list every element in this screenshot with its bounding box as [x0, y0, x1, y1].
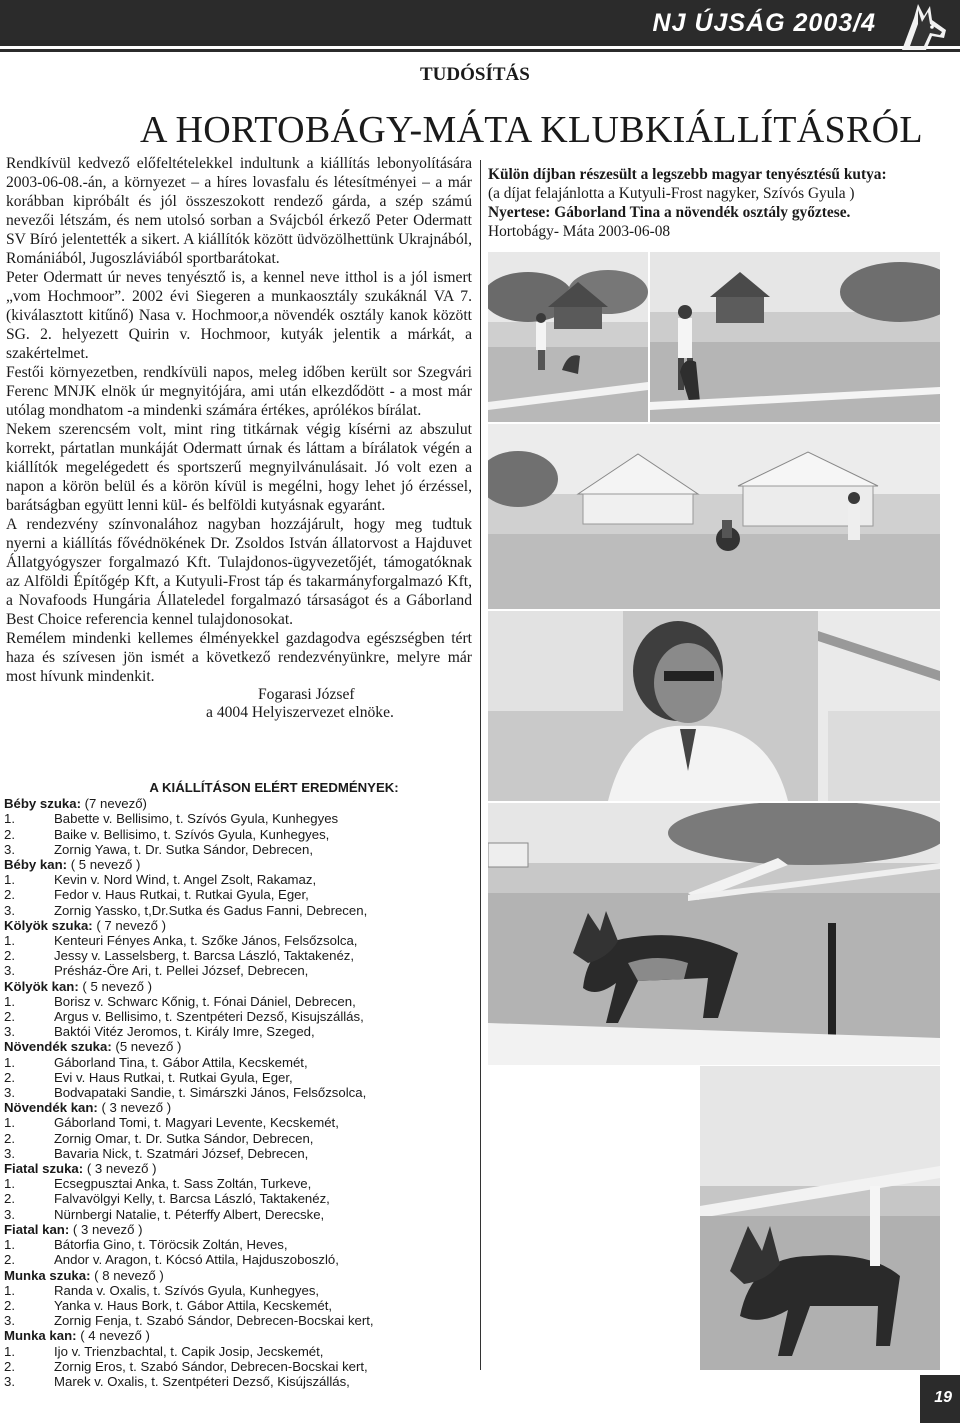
result-entry [4, 1252, 474, 1267]
photo-show-tents [488, 424, 940, 609]
result-entry [4, 827, 474, 842]
entry-rank: 1. [4, 1237, 15, 1253]
section-label: TUDÓSÍTÁS [420, 64, 530, 85]
header-stripe [0, 46, 960, 49]
category-count: ( 3 nevező ) [86, 1161, 157, 1177]
caption-line: Nyertese: Gáborland Tina a növendék osztály győztese. [488, 204, 851, 221]
category-count: (7 nevező) [84, 796, 147, 812]
entry-text: Gáborland Tina, t. Gábor Attila, Kecskemét, [54, 1054, 308, 1070]
result-category [4, 857, 474, 872]
entry-rank: 1. [4, 1343, 15, 1359]
entry-text: Yanka v. Haus Bork, t. Gábor Attila, Kecskemét, [54, 1297, 333, 1313]
category-count: (5 nevező ) [115, 1039, 182, 1055]
photo-caption [488, 165, 928, 241]
entry-text: Borisz v. Schwarc Kőnig, t. Fónai Dániel, Debrecen, [54, 993, 356, 1009]
result-entry [4, 1283, 474, 1298]
category-name: Kölyök szuka: [4, 917, 93, 933]
photo-dog-second [700, 1066, 940, 1370]
result-category [4, 918, 474, 933]
entry-text: Randa v. Oxalis, t. Szívós Gyula, Kunhegyes, [54, 1282, 320, 1298]
result-category [4, 979, 474, 994]
entry-rank: 1. [4, 1115, 15, 1131]
result-entry [4, 1085, 474, 1100]
entry-rank: 2. [4, 948, 15, 964]
entry-rank: 3. [4, 1373, 15, 1389]
paragraph: Nekem szerencsém volt, mint ring titkárnak végig kísérni az abszulut korrekt, pártatlan munkáját Odermatt úrnak és láttam a bírálatok végén a kiállítók megelégedett és sportszerű megnyilvánulásait. Jó volt ezen a napon a körön belül és a körön kívül is megélni, hogy lehet jó érzéssel, barátságban együtt lenni kül- és belföldi kutyásnak egyaránt. [6, 421, 472, 514]
result-entry [4, 1024, 474, 1039]
entry-text: Evi v. Haus Rutkai, t. Rutkai Gyula, Eger, [54, 1069, 293, 1085]
entry-rank: 3. [4, 1024, 15, 1040]
entry-rank: 2. [4, 1191, 15, 1207]
entry-rank: 3. [4, 1085, 15, 1101]
entry-text: Baike v. Bellisimo, t. Szívós Gyula, Kunhegyes, [54, 826, 330, 842]
entry-rank: 3. [4, 1206, 15, 1222]
dog-head-logo-icon [892, 0, 952, 52]
category-name: Növendék kan: [4, 1100, 98, 1116]
result-entry [4, 1131, 474, 1146]
paragraph: A rendezvény színvonalához nagyban hozzájárult, hogy meg tudtuk nyerni a kiállítás fővédnökének Dr. Zsoldos István állatorvost a Hajduvet Állatgyógyszer forgalmazó Kft. Tulajdonos-ügyvezetőjét, támogatóknak az Alföldi Építőgép Kft, a Kutyuli-Frost táp és takarmányforgalmazó Kft, a Novafoods Hungária Állateledel forgalmazó társaságot és a Gáborland Best Choice referencia kennel tulajdonosokat. [6, 516, 472, 628]
result-category [4, 1100, 474, 1115]
caption-line: Külön díjban részesült a legszebb magyar tenyésztésű kutya: [488, 166, 887, 183]
entry-text: Zornig Fenja, t. Szabó Sándor, Debrecen-Bocskai kert, [54, 1313, 374, 1329]
category-count: ( 3 nevező ) [72, 1221, 143, 1237]
entry-text: Bavaria Nick, t. Szatmári József, Debrecen, [54, 1145, 309, 1161]
result-category [4, 1268, 474, 1283]
photo-ring-handlers-2 [650, 252, 940, 422]
result-entry [4, 1207, 474, 1222]
category-name: Fiatal kan: [4, 1221, 70, 1237]
entry-text: Zornig Yassko, t,Dr.Sutka és Gadus Fanni, Debrecen, [54, 902, 368, 918]
entry-text: Babette v. Bellisimo, t. Szívós Gyula, Kunhegyes [54, 811, 339, 827]
result-entry [4, 1146, 474, 1161]
entry-text: Falvavölgyi Kelly, t. Barcsa László, Taktakenéz, [54, 1191, 330, 1207]
result-entry [4, 842, 474, 857]
entry-rank: 2. [4, 1130, 15, 1146]
category-name: Béby kan: [4, 857, 68, 873]
entry-text: Zornig Omar, t. Dr. Sutka Sándor, Debrecen, [54, 1130, 314, 1146]
paragraph: Peter Odermatt úr neves tenyésztő is, a kennel neve itthol is a jól ismert „vom Hochmoor”. 2002 évi Siegeren a munkaosztály szukáknál VA 7. (kiválasztott kitűnő) Nasa v. Hochmoor,a növendék osztály kanok között SG. 2. helyezett Quirin v. Hochmoor, kutyák jelentik a márkát, a szakértelmet. [6, 269, 472, 362]
entry-text: Fedor v. Haus Rutkai, t. Rutkai Gyula, Eger, [54, 887, 309, 903]
result-category [4, 1328, 474, 1343]
result-category [4, 796, 474, 811]
signature-role: a 4004 Helyiszervezet elnöke. [206, 704, 394, 721]
entry-text: Ecsegpusztai Anka, t. Sass Zoltán, Turkeve, [54, 1176, 312, 1192]
article-title: A HORTOBÁGY-MÁTA KLUBKIÁLLÍTÁSRÓL [140, 109, 923, 151]
result-entry [4, 811, 474, 826]
category-name: Kölyök kan: [4, 978, 79, 994]
result-entry [4, 1176, 474, 1191]
entry-text: Zornig Eros, t. Szabó Sándor, Debrecen-Bocskai kert, [54, 1358, 368, 1374]
result-entry [4, 1237, 474, 1252]
category-count: ( 5 nevező ) [70, 857, 141, 873]
result-entry [4, 903, 474, 918]
entry-text: Nürnbergi Natalie, t. Péterffy Albert, Derecske, [54, 1206, 325, 1222]
entry-rank: 3. [4, 902, 15, 918]
paragraph: Festői környezetben, rendkívüli napos, meleg időben került sor Szegvári Ferenc MNJK elnök úr megnyitójára, ami után elkezdődött - a most már utólag mondhatom -a mindenki számára értékes, aprólékos bírálat. [6, 364, 472, 419]
result-entry [4, 1115, 474, 1130]
entry-text: Marek v. Oxalis, t. Szentpéteri Dezső, Kisújszállás, [54, 1373, 350, 1389]
photo-judge-portrait [488, 611, 940, 801]
category-name: Munka szuka: [4, 1267, 91, 1283]
entry-rank: 3. [4, 963, 15, 979]
entry-rank: 1. [4, 1054, 15, 1070]
result-category [4, 1161, 474, 1176]
result-entry [4, 1359, 474, 1374]
category-count: ( 8 nevező ) [94, 1267, 164, 1283]
category-count: ( 3 nevező ) [101, 1100, 172, 1116]
entry-rank: 2. [4, 826, 15, 842]
result-entry [4, 1344, 474, 1359]
result-entry [4, 1191, 474, 1206]
entry-rank: 2. [4, 1297, 15, 1313]
result-entry [4, 1055, 474, 1070]
article-body [6, 154, 472, 722]
entry-text: Baktói Vitéz Jeromos, t. Király Imre, Szeged, [54, 1024, 315, 1040]
result-entry [4, 1374, 474, 1389]
photo-ring-handlers-1 [488, 252, 648, 422]
entry-rank: 1. [4, 933, 15, 949]
entry-text: Présház-Öre Ari, t. Pellei József, Debrecen, [54, 963, 309, 979]
result-entry [4, 1009, 474, 1024]
entry-text: Kenteuri Fényes Anka, t. Szőke János, Felsőzsolca, [54, 933, 358, 949]
entry-rank: 1. [4, 811, 15, 827]
result-entry [4, 948, 474, 963]
paragraph: Remélem mindenki kellemes élményekkel gazdagodva egészségben tért haza és szívesen jön ismét a következő rendezvényünkre, melyre már most hívunk mindenkit. [6, 630, 472, 685]
photo-dog-stacked [488, 803, 940, 1065]
entry-rank: 1. [4, 993, 15, 1009]
result-entry [4, 933, 474, 948]
category-count: ( 4 nevező ) [80, 1328, 150, 1344]
entry-text: Gáborland Tomi, t. Magyari Levente, Kecskemét, [54, 1115, 339, 1131]
paragraph: Rendkívül kedvező előfeltételekkel indultunk a kiállítás lebonyolítására 2003-06-08.-án, a környezet – a híres lovasfalu és létesítményei – a már korábban kipróbált és jól összeszokott rendező gárda, a szép számú nevezői létszám, és nem utolsó sorban a Svájcból érkező Peter Odermatt SV Bíró jelentették a sikert. A kiállítók között üdvözölhettünk Ukrajnából, Romániából, Jugoszláviából sportbarátokat. [6, 155, 472, 267]
journal-title: NJ ÚJSÁG 2003/4 [652, 9, 876, 37]
result-entry [4, 1070, 474, 1085]
header-band [0, 0, 960, 52]
category-name: Munka kan: [4, 1328, 77, 1344]
entry-rank: 2. [4, 1009, 15, 1025]
category-name: Növendék szuka: [4, 1039, 112, 1055]
column-divider [480, 160, 481, 1370]
results-list [4, 780, 474, 1389]
entry-text: Jessy v. Lasselsberg, t. Barcsa László, Taktakenéz, [54, 948, 355, 964]
result-entry [4, 887, 474, 902]
page-number: 19 [934, 1389, 952, 1406]
entry-rank: 1. [4, 872, 15, 888]
entry-text: Andor v. Aragon, t. Kócsó Attila, Hajduszoboszló, [54, 1252, 339, 1268]
category-name: Béby szuka: [4, 796, 81, 812]
result-category [4, 1222, 474, 1237]
page-number-box [920, 1375, 960, 1423]
entry-text: Ijo v. Trienzbachtal, t. Capik Josip, Jecskemét, [54, 1343, 324, 1359]
entry-text: Zornig Yawa, t. Dr. Sutka Sándor, Debrecen, [54, 841, 314, 857]
entry-rank: 1. [4, 1282, 15, 1298]
caption-line: (a díjat felajánlotta a Kutyuli-Frost nagyker, Szívós Gyula ) [488, 185, 855, 202]
entry-rank: 1. [4, 1176, 15, 1192]
entry-text: Bátorfia Gino, t. Töröcsik Zoltán, Heves, [54, 1237, 288, 1253]
results-title: A KIÁLLÍTÁSON ELÉRT EREDMÉNYEK: [149, 780, 399, 795]
entry-rank: 2. [4, 1252, 15, 1268]
result-entry [4, 872, 474, 887]
entry-rank: 3. [4, 841, 15, 857]
result-entry [4, 1313, 474, 1328]
result-entry [4, 1298, 474, 1313]
entry-rank: 3. [4, 1145, 15, 1161]
signature-name: Fogarasi József [258, 686, 355, 703]
result-entry [4, 994, 474, 1009]
category-name: Fiatal szuka: [4, 1161, 84, 1177]
caption-line: Hortobágy- Máta 2003-06-08 [488, 223, 671, 240]
entry-rank: 2. [4, 1358, 15, 1374]
category-count: ( 7 nevező ) [96, 917, 166, 933]
entry-text: Argus v. Bellisimo, t. Szentpéteri Dezső, Kisujszállás, [54, 1009, 364, 1025]
entry-text: Kevin v. Nord Wind, t. Angel Zsolt, Rakamaz, [54, 872, 317, 888]
entry-rank: 3. [4, 1313, 15, 1329]
entry-rank: 2. [4, 887, 15, 903]
entry-text: Bodvapataki Sandie, t. Simárszki János, Felsőzsolca, [54, 1085, 367, 1101]
entry-rank: 2. [4, 1069, 15, 1085]
result-category [4, 1039, 474, 1054]
category-count: ( 5 nevező ) [82, 978, 153, 994]
result-entry [4, 963, 474, 978]
